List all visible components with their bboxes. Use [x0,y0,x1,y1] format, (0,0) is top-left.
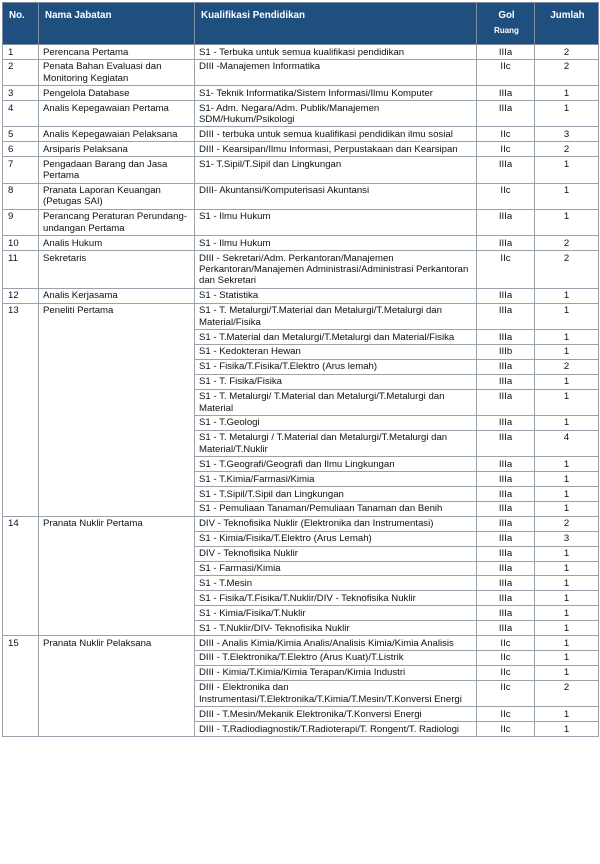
kualifikasi-cell: S1 - Fisika/T.Fisika/T.Elektro (Arus lemah) [195,359,477,374]
kualifikasi-cell: S1 - T. Metalurgi/T.Material dan Metalurgi/T.Metalurgi dan Material/Fisika [195,303,477,329]
header-gol-label: Gol [498,10,515,21]
table-row [3,636,599,651]
row-number: 4 [3,101,39,127]
kualifikasi-cell: S1 - T.Geologi [195,415,477,430]
kualifikasi-cell: DIV - Teknofisika Nuklir [195,546,477,561]
kualifikasi-cell: S1 - Kimia/Fisika/T.Nuklir [195,606,477,621]
gol-ruang-cell: IIIa [477,606,535,621]
kualifikasi-cell: S1 - Fisika/T.Fisika/T.Nuklir/DIV - Teknofisika Nuklir [195,591,477,606]
jumlah-cell: 1 [535,209,599,235]
kualifikasi-cell: DIII - Kearsipan/Ilmu Informasi, Perpustakaan dan Kearsipan [195,142,477,157]
nama-jabatan-cell: Penata Bahan Evaluasi dan Monitoring Kegiatan [39,59,195,85]
gol-ruang-cell: IIc [477,59,535,85]
gol-ruang-cell: IIIa [477,430,535,456]
kualifikasi-cell: S1 - T. Metalurgi/ T.Material dan Metalurgi/T.Metalurgi dan Material [195,389,477,415]
kualifikasi-cell: DIII - T.Mesin/Mekanik Elektronika/T.Konversi Energi [195,707,477,722]
table-body [3,45,599,737]
jumlah-cell: 1 [535,487,599,502]
gol-ruang-cell: IIIa [477,209,535,235]
jumlah-cell: 2 [535,516,599,531]
row-number: 7 [3,157,39,183]
kualifikasi-cell: S1 - Ilmu Hukum [195,236,477,251]
kualifikasi-cell: DIV - Teknofisika Nuklir (Elektronika dan Instrumentasi) [195,516,477,531]
jumlah-cell: 4 [535,430,599,456]
table-row [3,303,599,329]
header-no: No. [3,3,39,45]
kualifikasi-cell: S1 - Kedokteran Hewan [195,344,477,359]
row-number: 1 [3,45,39,60]
gol-ruang-cell: IIc [477,650,535,665]
row-number: 13 [3,303,39,516]
nama-jabatan-cell: Sekretaris [39,251,195,289]
table-row [3,516,599,531]
jumlah-cell: 1 [535,303,599,329]
gol-ruang-cell: IIc [477,183,535,209]
gol-ruang-cell: IIc [477,680,535,706]
kualifikasi-cell: S1 - T.Nuklir/DIV- Teknofisika Nuklir [195,621,477,636]
jumlah-cell: 3 [535,127,599,142]
jumlah-cell: 1 [535,288,599,303]
gol-ruang-cell: IIIa [477,591,535,606]
row-number: 10 [3,236,39,251]
table-row [3,45,599,60]
jumlah-cell: 1 [535,415,599,430]
kualifikasi-cell: S1- Adm. Negara/Adm. Publik/Manajemen SDM/Hukum/Psikologi [195,101,477,127]
gol-ruang-cell: IIIa [477,621,535,636]
kualifikasi-cell: DIII- Akuntansi/Komputerisasi Akuntansi [195,183,477,209]
gol-ruang-cell: IIIa [477,330,535,345]
table-row [3,288,599,303]
nama-jabatan-cell: Analis Kepegawaian Pertama [39,101,195,127]
jumlah-cell: 2 [535,45,599,60]
gol-ruang-cell: IIIa [477,359,535,374]
gol-ruang-cell: IIIa [477,389,535,415]
gol-ruang-cell: IIIa [477,487,535,502]
gol-ruang-cell: IIIa [477,101,535,127]
gol-ruang-cell: IIIa [477,472,535,487]
header-nama-jabatan: Nama Jabatan [39,3,195,45]
header-jumlah: Jumlah [535,3,599,45]
jumlah-cell: 2 [535,236,599,251]
table-row [3,101,599,127]
row-number: 11 [3,251,39,289]
nama-jabatan-cell: Pengadaan Barang dan Jasa Pertama [39,157,195,183]
gol-ruang-cell: IIc [477,127,535,142]
jumlah-cell: 1 [535,183,599,209]
row-number: 14 [3,516,39,635]
gol-ruang-cell: IIIa [477,374,535,389]
kualifikasi-cell: S1 - T.Mesin [195,576,477,591]
table-row [3,157,599,183]
table-header [3,3,599,45]
jumlah-cell: 1 [535,330,599,345]
gol-ruang-cell: IIIa [477,303,535,329]
gol-ruang-cell: IIc [477,665,535,680]
header-kualifikasi-pendidikan: Kualifikasi Pendidikan [195,3,477,45]
jumlah-cell: 1 [535,707,599,722]
nama-jabatan-cell: Perencana Pertama [39,45,195,60]
kualifikasi-cell: DIII - Sekretari/Adm. Perkantoran/Manajemen Perkantoran/Manajemen Administrasi/Administrasi Perkantoran dan Sekretari [195,251,477,289]
nama-jabatan-cell: Perancang Peraturan Perundang-undangan Pertama [39,209,195,235]
gol-ruang-cell: IIIa [477,576,535,591]
gol-ruang-cell: IIIa [477,501,535,516]
jumlah-cell: 2 [535,251,599,289]
nama-jabatan-cell: Analis Kerjasama [39,288,195,303]
kualifikasi-cell: S1 - Pemuliaan Tanaman/Pemuliaan Tanaman dan Benih [195,501,477,516]
header-row [3,3,599,45]
nama-jabatan-cell: Pranata Nuklir Pelaksana [39,636,195,737]
kualifikasi-cell: DIII - terbuka untuk semua kualifikasi pendidikan ilmu sosial [195,127,477,142]
kualifikasi-cell: S1 - Kimia/Fisika/T.Elektro (Arus Lemah) [195,531,477,546]
kualifikasi-cell: S1- Teknik Informatika/Sistem Informasi/Ilmu Komputer [195,86,477,101]
nama-jabatan-cell: Pranata Nuklir Pertama [39,516,195,635]
jumlah-cell: 1 [535,472,599,487]
kualifikasi-cell: S1 - T. Metalurgi / T.Material dan Metalurgi/T.Metalurgi dan Material/T.Nuklir [195,430,477,456]
gol-ruang-cell: IIc [477,636,535,651]
jumlah-cell: 2 [535,142,599,157]
gol-ruang-cell: IIc [477,722,535,737]
jumlah-cell: 1 [535,546,599,561]
jumlah-cell: 1 [535,665,599,680]
nama-jabatan-cell: Analis Kepegawaian Pelaksana [39,127,195,142]
kualifikasi-cell: DIII - T.Elektronika/T.Elektro (Arus Kuat)/T.Listrik [195,650,477,665]
gol-ruang-cell: IIc [477,707,535,722]
row-number: 2 [3,59,39,85]
row-number: 6 [3,142,39,157]
kualifikasi-cell: DIII - Kimia/T.Kimia/Kimia Terapan/Kimia Industri [195,665,477,680]
jumlah-cell: 2 [535,59,599,85]
jumlah-cell: 1 [535,722,599,737]
jumlah-cell: 1 [535,591,599,606]
kualifikasi-cell: S1- T.Sipil/T.Sipil dan Lingkungan [195,157,477,183]
table-row [3,127,599,142]
table-row [3,86,599,101]
table-row [3,142,599,157]
kualifikasi-cell: S1 - T.Material dan Metalurgi/T.Metalurgi dan Material/Fisika [195,330,477,345]
nama-jabatan-cell: Arsiparis Pelaksana [39,142,195,157]
jumlah-cell: 1 [535,561,599,576]
gol-ruang-cell: IIIa [477,516,535,531]
kualifikasi-cell: S1 - T.Sipil/T.Sipil dan Lingkungan [195,487,477,502]
row-number: 3 [3,86,39,101]
table-row [3,59,599,85]
nama-jabatan-cell: Analis Hukum [39,236,195,251]
jumlah-cell: 2 [535,359,599,374]
header-gol-ruang [477,3,535,45]
gol-ruang-cell: IIIa [477,457,535,472]
table-row [3,236,599,251]
kualifikasi-cell: S1 - Ilmu Hukum [195,209,477,235]
gol-ruang-cell: IIIb [477,344,535,359]
gol-ruang-cell: IIIa [477,157,535,183]
gol-ruang-cell: IIc [477,251,535,289]
jumlah-cell: 1 [535,389,599,415]
jumlah-cell: 1 [535,650,599,665]
gol-ruang-cell: IIIa [477,415,535,430]
kualifikasi-cell: DIII - Elektronika dan Instrumentasi/T.Elektronika/T.Kimia/T.Mesin/T.Konversi Energi [195,680,477,706]
table-row [3,251,599,289]
jumlah-cell: 1 [535,501,599,516]
nama-jabatan-cell: Peneliti Pertama [39,303,195,516]
row-number: 8 [3,183,39,209]
kualifikasi-cell: S1 - Farmasi/Kimia [195,561,477,576]
jumlah-cell: 3 [535,531,599,546]
kualifikasi-cell: S1 - Statistika [195,288,477,303]
table-row [3,209,599,235]
nama-jabatan-cell: Pranata Laporan Keuangan (Petugas SAI) [39,183,195,209]
gol-ruang-cell: IIIa [477,236,535,251]
jumlah-cell: 1 [535,344,599,359]
jumlah-cell: 1 [535,157,599,183]
kualifikasi-cell: DIII - Analis Kimia/Kimia Analis/Analisis Kimia/Kimia Analisis [195,636,477,651]
gol-ruang-cell: IIIa [477,561,535,576]
jumlah-cell: 1 [535,621,599,636]
gol-ruang-cell: IIIa [477,531,535,546]
nama-jabatan-cell: Pengelola Database [39,86,195,101]
row-number: 5 [3,127,39,142]
kualifikasi-cell: DIII - T.Radiodiagnostik/T.Radioterapi/T. Rongent/T. Radiologi [195,722,477,737]
kualifikasi-cell: S1 - T. Fisika/Fisika [195,374,477,389]
gol-ruang-cell: IIc [477,142,535,157]
jumlah-cell: 2 [535,680,599,706]
row-number: 12 [3,288,39,303]
gol-ruang-cell: IIIa [477,86,535,101]
kualifikasi-cell: S1 - Terbuka untuk semua kualifikasi pendidikan [195,45,477,60]
jumlah-cell: 1 [535,86,599,101]
kualifikasi-cell: S1 - T.Geografi/Geografi dan Ilmu Lingkungan [195,457,477,472]
jumlah-cell: 1 [535,576,599,591]
jumlah-cell: 1 [535,457,599,472]
kualifikasi-cell: DIII -Manajemen Informatika [195,59,477,85]
gol-ruang-cell: IIIa [477,45,535,60]
row-number: 15 [3,636,39,737]
kualifikasi-cell: S1 - T.Kimia/Farmasi/Kimia [195,472,477,487]
formasi-table-container [2,2,598,737]
formasi-table [2,2,599,737]
row-number: 9 [3,209,39,235]
jumlah-cell: 1 [535,606,599,621]
gol-ruang-cell: IIIa [477,288,535,303]
gol-ruang-cell: IIIa [477,546,535,561]
table-row [3,183,599,209]
jumlah-cell: 1 [535,101,599,127]
jumlah-cell: 1 [535,636,599,651]
jumlah-cell: 1 [535,374,599,389]
header-ruang-label: Ruang [494,26,519,36]
